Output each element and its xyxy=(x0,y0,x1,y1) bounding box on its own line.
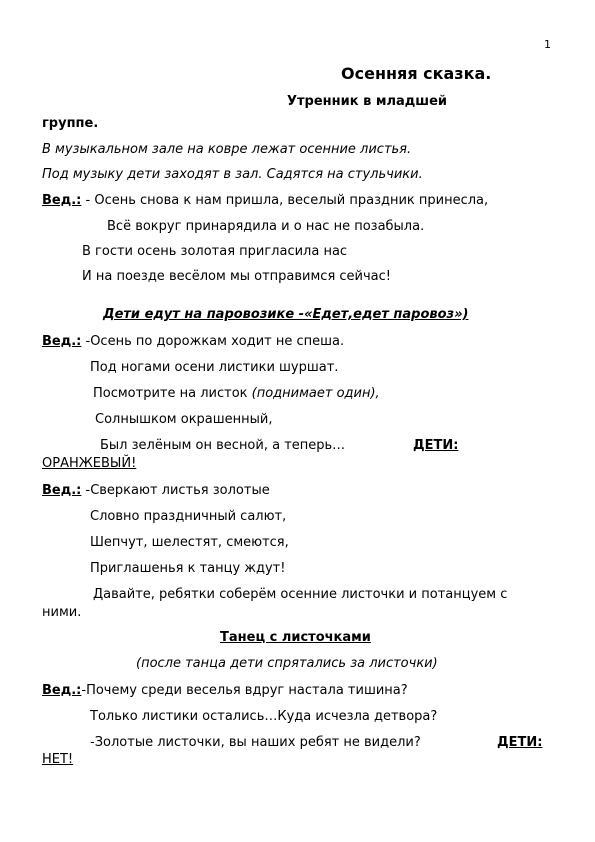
verse-line xyxy=(93,386,380,402)
verse-line: ними. xyxy=(42,605,82,620)
verse-line xyxy=(42,193,488,209)
verse-line xyxy=(42,483,270,499)
verse-line: Под ногами осени листики шуршат. xyxy=(90,360,339,375)
verse-text: - Осень снова к нам пришла, веселый праздник принесла, xyxy=(81,193,489,208)
verse-line: -Золотые листочки, вы наших ребят не видели? xyxy=(90,735,421,750)
speaker-label: Вед.: xyxy=(42,334,82,349)
verse-text: Посмотрите на листок xyxy=(93,386,252,401)
verse-line: Приглашенья к танцу ждут! xyxy=(90,561,286,576)
verse-text: -Сверкают листья золотые xyxy=(81,483,270,498)
subtitle-line-1: Утренник в младшей xyxy=(287,94,448,109)
verse-line: Только листики остались…Куда исчезла детвора? xyxy=(90,709,438,724)
verse-line: Шепчут, шелестят, смеются, xyxy=(90,535,289,550)
children-label: ДЕТИ: xyxy=(413,438,459,453)
verse-line: Давайте, ребятки соберём осенние листочки и потанцуем с xyxy=(93,587,508,602)
page-number: 1 xyxy=(544,38,551,51)
speaker-label: Вед.: xyxy=(42,193,82,208)
verse-line: Словно праздничный салют, xyxy=(90,509,287,524)
intro-line-1: В музыкальном зале на ковре лежат осенние листья. xyxy=(42,142,412,157)
verse-line: Солнышком окрашенный, xyxy=(95,412,273,427)
intro-line-2: Под музыку дети заходят в зал. Садятся на стульчики. xyxy=(42,167,423,182)
speaker-label: Вед.: xyxy=(42,483,82,498)
verse-text: -Почему среди веселья вдруг настала тишина? xyxy=(81,683,408,698)
verse-line xyxy=(42,683,408,699)
children-label: ДЕТИ: xyxy=(497,735,543,750)
children-answer: НЕТ! xyxy=(42,752,74,767)
page-title: Осенняя сказка. xyxy=(341,64,492,83)
verse-line: Всё вокруг принарядила и о нас не позабыла. xyxy=(107,219,425,234)
section-heading-dance: Танец с листочками xyxy=(220,630,371,645)
children-answer: ОРАНЖЕВЫЙ! xyxy=(42,456,137,471)
verse-line: В гости осень золотая пригласила нас xyxy=(82,244,348,259)
subtitle-line-2: группе. xyxy=(42,116,99,131)
speaker-label: Вед.: xyxy=(42,683,82,698)
verse-text: -Осень по дорожкам ходит не спеша. xyxy=(81,334,345,349)
stage-note: (после танца дети спрятались за листочки) xyxy=(136,656,438,671)
verse-line: И на поезде весёлом мы отправимся сейчас! xyxy=(82,269,392,284)
stage-direction: (поднимает один), xyxy=(251,386,380,401)
verse-line xyxy=(42,334,344,350)
section-heading-train: Дети едут на паровозике -«Едет,едет паровоз») xyxy=(103,307,469,322)
verse-line: Был зелёным он весной, а теперь… xyxy=(100,438,346,453)
